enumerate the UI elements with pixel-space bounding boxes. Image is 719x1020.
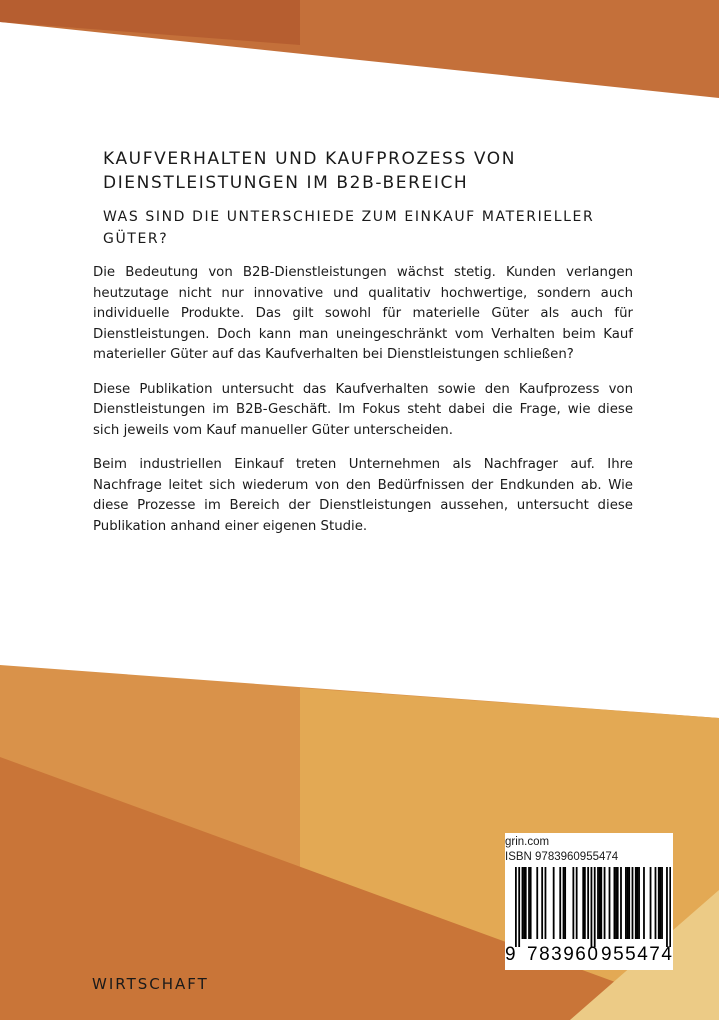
barcode-bar [669,867,671,947]
blurb [93,263,633,551]
barcode-bar [627,867,629,939]
barcode-bar [522,867,524,939]
barcode-bar [604,867,606,939]
barcode-bar [666,867,668,947]
barcode-bar [553,867,555,939]
barcode-bar [563,867,565,939]
barcode-bar [515,867,517,947]
barcode-bar [530,867,532,939]
isbn-label: ISBN 9783960955474 [505,851,619,863]
barcode-bar [584,867,586,939]
top-band-left [0,0,300,45]
barcode-bar [643,867,645,939]
barcode-bar [545,867,547,939]
barcode-bar [591,867,593,947]
barcode-bar [658,867,660,939]
book-subtitle: WAS SIND DIE UNTERSCHIEDE ZUM EINKAUF MATERIELLER GÜTER? [103,209,595,247]
barcode-bar [541,867,543,939]
barcode-left-group: 783960 [527,944,600,965]
barcode-bar [635,867,637,939]
barcode-bar [536,867,538,939]
barcode-bar [597,867,599,939]
barcode-bar [576,867,578,939]
barcode-bar [559,867,561,939]
barcode-bar [600,867,602,939]
isbn-barcode [515,867,671,947]
barcode-bar [594,867,596,947]
barcode-bar [660,867,662,939]
barcode-bar [582,867,584,939]
barcode-bar [632,867,634,939]
barcode-bar [528,867,530,939]
barcode-bar [628,867,630,939]
barcode-bar [564,867,566,939]
publisher-site: grin.com [505,836,550,848]
barcode-bar [655,867,657,939]
barcode-right-group: 955474 [601,944,674,965]
barcode-bar [661,867,663,939]
blurb-paragraph: Beim industriellen Einkauf treten Unternehmen als Nachfrager auf. Ihre Nachfrage leitet sich wiederum von den Bedürfnissen der Endkunden ab. Wie diese Prozesse im Bereich der Dienstleistungen aussehen, untersucht diese Publikation anhand einer eigenen Studie. [93,457,633,534]
barcode-bar [587,867,589,939]
barcode-bar [609,867,611,939]
barcode-bar [518,867,520,947]
barcode-bar [599,867,601,939]
barcode-bar [572,867,574,939]
barcode-first-digit: 9 [505,944,516,965]
barcode-bar [614,867,616,939]
barcode-digits [505,944,673,968]
blurb-paragraph: Die Bedeutung von B2B-Dienstleistungen wächst stetig. Kunden verlangen heutzutage nicht nur innovative und qualitativ hochwertige, sondern auch individuelle Produkte. Das gilt sowohl für materielle Güter als auch für Dienstleistungen. Doch kann man uneingeschränkt vom Verhalten beim Kauf materieller Güter auf das Kaufverhalten bei Dienstleistungen schließen? [93,265,633,362]
barcode-bar [525,867,527,939]
barcode-bar [638,867,640,939]
barcode-bar [617,867,619,939]
barcode-bar [615,867,617,939]
barcode-bar [625,867,627,939]
category-label: WIRTSCHAFT [92,975,209,993]
blurb-paragraph: Diese Publikation untersucht das Kaufverhalten sowie den Kaufprozess von Dienstleistungen im B2B-Geschäft. Im Fokus steht dabei die Frage, wie diese sich jeweils vom Kauf manueller Güter unterscheiden. [93,381,633,438]
book-title: KAUFVERHALTEN UND KAUFPROZESS VON DIENSTLEISTUNGEN IM B2B-BEREICH [103,149,517,193]
barcode-bar [523,867,525,939]
barcode-bar [637,867,639,939]
barcode-bar [620,867,622,939]
barcode-bar [650,867,652,939]
